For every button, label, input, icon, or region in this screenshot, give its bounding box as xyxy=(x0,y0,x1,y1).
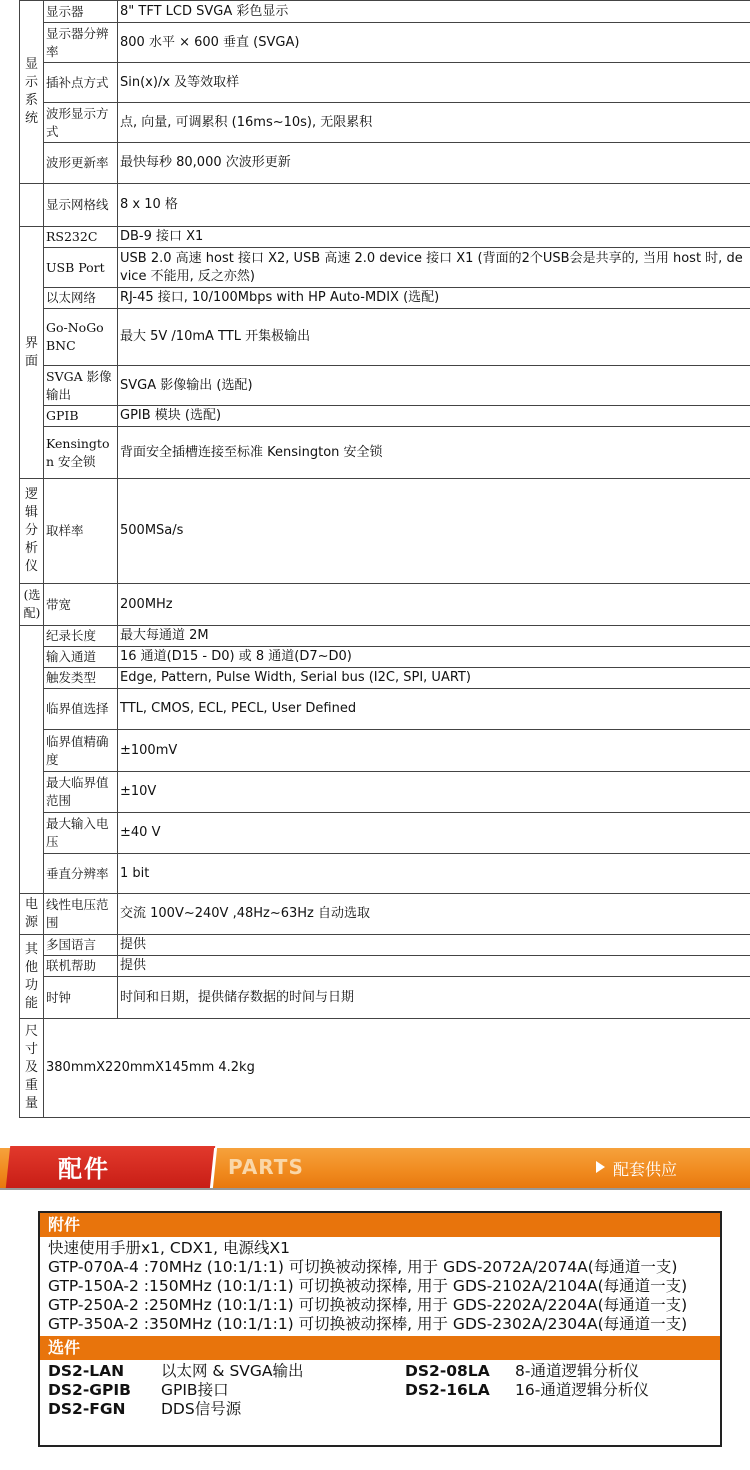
group-cell xyxy=(20,894,44,935)
group-label: 逻辑分析仪 xyxy=(24,487,38,574)
spec-row xyxy=(20,1019,750,1118)
accessory-item: GTP-070A-4 :70MHz (10:1/1:1) 可切换被动探棒, 用于 GDS-2072A/2074A(每通道一支) xyxy=(48,1258,678,1276)
group-cell xyxy=(20,584,44,626)
spec-row xyxy=(20,689,750,730)
spec-row xyxy=(20,647,750,668)
group-cell xyxy=(20,1019,44,1118)
spec-value: GPIB 模块 (选配) xyxy=(118,406,750,427)
spec-value: 最大 5V /10mA TTL 开集极输出 xyxy=(118,309,750,366)
group-label: 界面 xyxy=(24,335,38,369)
spec-label: Go-NoGo BNC xyxy=(44,309,118,366)
spec-value: 1 bit xyxy=(118,854,750,894)
spec-row xyxy=(20,1,750,23)
spec-row xyxy=(20,63,750,103)
group-label: 其他功能 xyxy=(24,941,38,1011)
group-cell xyxy=(20,227,44,479)
spec-row xyxy=(20,894,750,935)
banner-red-block xyxy=(6,1146,215,1188)
spec-value: 交流 100V~240V ,48Hz~63Hz 自动选取 xyxy=(118,894,750,935)
spec-row xyxy=(20,479,750,584)
accessory-item: GTP-350A-2 :350MHz (10:1/1:1) 可切换被动探棒, 用于 GDS-2302A/2304A(每通道一支) xyxy=(48,1315,688,1333)
spec-label: SVGA 影像输出 xyxy=(44,366,118,406)
options-heading: 选件 xyxy=(40,1336,720,1360)
spec-label: 显示器分辨率 xyxy=(44,23,118,63)
option-code: DS2-16LA xyxy=(405,1381,490,1399)
spec-row xyxy=(20,854,750,894)
spec-label: 临界值选择 xyxy=(44,689,118,730)
option-item xyxy=(48,1381,229,1400)
spec-row xyxy=(20,184,750,227)
spec-row xyxy=(20,288,750,309)
spec-value: USB 2.0 高速 host 接口 X2, USB 高速 2.0 device 接口 X1 (背面的2个USB会是共享的, 当用 host 时, device 不能用, 反之亦然) xyxy=(118,248,750,288)
accessory-item: GTP-150A-2 :150MHz (10:1/1:1) 可切换被动探棒, 用于 GDS-2102A/2104A(每通道一支) xyxy=(48,1277,688,1295)
spec-label: 联机帮助 xyxy=(44,956,118,977)
spec-label: 线性电压范围 xyxy=(44,894,118,935)
group-cell xyxy=(20,1,44,184)
option-item xyxy=(48,1400,241,1419)
spec-row xyxy=(20,584,750,626)
spec-row xyxy=(20,248,750,288)
spec-label: 显示器 xyxy=(44,1,118,23)
spec-value: RJ-45 接口, 10/100Mbps with HP Auto-MDIX (选配) xyxy=(118,288,750,309)
option-item xyxy=(48,1362,304,1381)
spec-label: 时钟 xyxy=(44,977,118,1019)
spec-row xyxy=(20,406,750,427)
banner-subtitle[interactable]: 配套供应 xyxy=(613,1160,678,1179)
spec-label: GPIB xyxy=(44,406,118,427)
option-item xyxy=(405,1362,639,1381)
spec-label: 纪录长度 xyxy=(44,626,118,647)
spec-value: 8 x 10 格 xyxy=(118,184,750,227)
spec-value: 800 水平 × 600 垂直 (SVGA) xyxy=(118,23,750,63)
spec-label: Kensington 安全锁 xyxy=(44,427,118,479)
options-list xyxy=(40,1360,720,1418)
spec-row xyxy=(20,227,750,248)
spec-value: SVGA 影像输出 (选配) xyxy=(118,366,750,406)
option-code: DS2-08LA xyxy=(405,1362,490,1380)
spec-row xyxy=(20,23,750,63)
option-desc: 以太网 & SVGA输出 xyxy=(161,1362,304,1380)
option-desc: DDS信号源 xyxy=(161,1400,242,1418)
spec-value: 提供 xyxy=(118,935,750,956)
spec-label: 垂直分辨率 xyxy=(44,854,118,894)
banner-title-cn: 配件 xyxy=(58,1155,110,1183)
spec-value: 提供 xyxy=(118,956,750,977)
spec-label: 临界值精确度 xyxy=(44,730,118,772)
option-desc: 16-通道逻辑分析仪 xyxy=(515,1381,649,1399)
spec-label: 插补点方式 xyxy=(44,63,118,103)
spec-value: 200MHz xyxy=(118,584,750,626)
spec-label: 输入通道 xyxy=(44,647,118,668)
spec-label: 波形显示方式 xyxy=(44,103,118,143)
spec-value: 时间和日期，提供储存数据的时间与日期 xyxy=(118,977,750,1019)
spec-label: 波形更新率 xyxy=(44,143,118,184)
group-cell xyxy=(20,935,44,1019)
group-cell xyxy=(20,184,44,227)
spec-value: ±100mV xyxy=(118,730,750,772)
spec-row xyxy=(20,956,750,977)
spec-row xyxy=(20,772,750,813)
spec-label: 多国语言 xyxy=(44,935,118,956)
spec-row xyxy=(20,103,750,143)
spec-label: 最大临界值范围 xyxy=(44,772,118,813)
banner-shadow-edge xyxy=(0,1188,750,1190)
spec-row xyxy=(20,427,750,479)
spec-value: DB-9 接口 X1 xyxy=(118,227,750,248)
accessories-list xyxy=(40,1237,720,1336)
spec-row xyxy=(20,626,750,647)
banner-title-en: PARTS xyxy=(228,1155,304,1179)
spec-row xyxy=(20,977,750,1019)
option-code: DS2-GPIB xyxy=(48,1381,131,1399)
option-desc: GPIB接口 xyxy=(161,1381,229,1399)
spec-value: 16 通道(D15 - D0) 或 8 通道(D7~D0) xyxy=(118,647,750,668)
option-desc: 8-通道逻辑分析仪 xyxy=(515,1362,639,1380)
option-code: DS2-LAN xyxy=(48,1362,125,1380)
spec-row xyxy=(20,668,750,689)
spec-row xyxy=(20,366,750,406)
spec-value: TTL, CMOS, ECL, PECL, User Defined xyxy=(118,689,750,730)
spec-label: 带宽 xyxy=(44,584,118,626)
spec-value: ±10V xyxy=(118,772,750,813)
spec-value: Edge, Pattern, Pulse Width, Serial bus (I2C, SPI, UART) xyxy=(118,668,750,689)
spec-label: 显示网格线 xyxy=(44,184,118,227)
spec-row xyxy=(20,813,750,854)
spec-row xyxy=(20,935,750,956)
spec-row xyxy=(20,730,750,772)
spec-label: 最大输入电压 xyxy=(44,813,118,854)
arrow-right-icon xyxy=(596,1161,605,1173)
spec-value: Sin(x)/x 及等效取样 xyxy=(118,63,750,103)
group-label: 显示系统 xyxy=(24,57,38,126)
group-label: (选配) xyxy=(23,588,41,620)
spec-row xyxy=(20,309,750,366)
spec-value: 背面安全插槽连接至标准 Kensington 安全锁 xyxy=(118,427,750,479)
group-cell xyxy=(20,626,44,894)
spec-label: 以太网络 xyxy=(44,288,118,309)
accessory-item: GTP-250A-2 :250MHz (10:1/1:1) 可切换被动探棒, 用于 GDS-2202A/2204A(每通道一支) xyxy=(48,1296,688,1314)
spec-value: 500MSa/s xyxy=(118,479,750,584)
spec-value: 点, 向量, 可调累积 (16ms~10s), 无限累积 xyxy=(118,103,750,143)
spec-label: USB Port xyxy=(44,248,118,288)
accessory-item: 快速使用手册x1, CDX1, 电源线X1 xyxy=(48,1239,290,1257)
parts-banner xyxy=(0,1146,750,1190)
group-cell xyxy=(20,479,44,584)
option-item xyxy=(405,1381,649,1400)
spec-value: ±40 V xyxy=(118,813,750,854)
group-label: 电源 xyxy=(24,897,38,930)
spec-value: 最大每通道 2M xyxy=(118,626,750,647)
option-code: DS2-FGN xyxy=(48,1400,126,1418)
spec-table xyxy=(19,0,750,1118)
accessories-heading: 附件 xyxy=(40,1213,720,1237)
spec-value: 8" TFT LCD SVGA 彩色显示 xyxy=(118,1,750,23)
spec-label: 取样率 xyxy=(44,479,118,584)
spec-value: 最快每秒 80,000 次波形更新 xyxy=(118,143,750,184)
spec-row xyxy=(20,143,750,184)
group-label: 尺寸及重量 xyxy=(24,1024,38,1111)
accessories-box xyxy=(38,1211,722,1447)
spec-value: 380mmX220mmX145mm 4.2kg xyxy=(44,1019,750,1118)
spec-label: RS232C xyxy=(44,227,118,248)
spec-label: 触发类型 xyxy=(44,668,118,689)
